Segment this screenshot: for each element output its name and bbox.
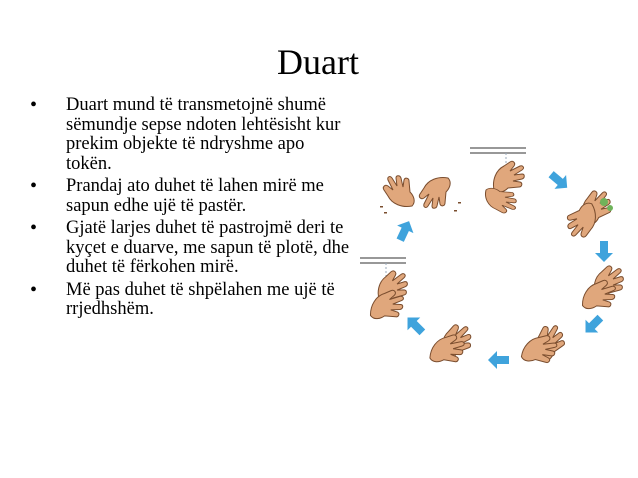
cycle-arrow-icon [401,311,429,339]
bullet-text: Prandaj ato duhet të lahen mirë me sapun edhe ujë të pastër. [66,176,324,216]
hands-icon [419,177,450,208]
cycle-arrow-icon [488,351,509,369]
cycle-arrow-icon [392,217,417,244]
cycle-arrow-icon [579,311,607,339]
bullet-text: Duart mund të transmetojnë shumë sëmundje sepse ndoten lehtësisht kur prekim objekte të ndryshme apo tokën. [66,95,341,174]
handwashing-cycle-illustration [358,140,638,380]
bullet-item [24,219,354,278]
slide-title: Duart [277,42,359,82]
bullet-text: Më pas duhet të shpëlahen me ujë të rrjedhshëm. [66,279,335,319]
bullet-text: Gjatë larjes duhet të pastrojmë deri te kyçet e duarve, me sapun të plotë, dhe duhet të fërkohen mirë. [66,218,350,277]
cycle-arrow-icon [545,167,573,194]
hands-icon [383,176,414,207]
bullet-list [24,96,354,323]
bullet-item [24,177,354,216]
bullet-dot-icon: • [30,278,38,301]
hands-icon [485,188,516,213]
bullet-item [24,278,354,320]
cycle-arrow-icon [595,241,613,262]
soap-icon [600,198,608,206]
bullet-dot-icon: • [30,94,38,116]
bullet-dot-icon: • [30,217,38,239]
bullet-dot-icon: • [30,175,38,197]
hands-icon [493,161,524,192]
bullet-item [24,96,354,174]
